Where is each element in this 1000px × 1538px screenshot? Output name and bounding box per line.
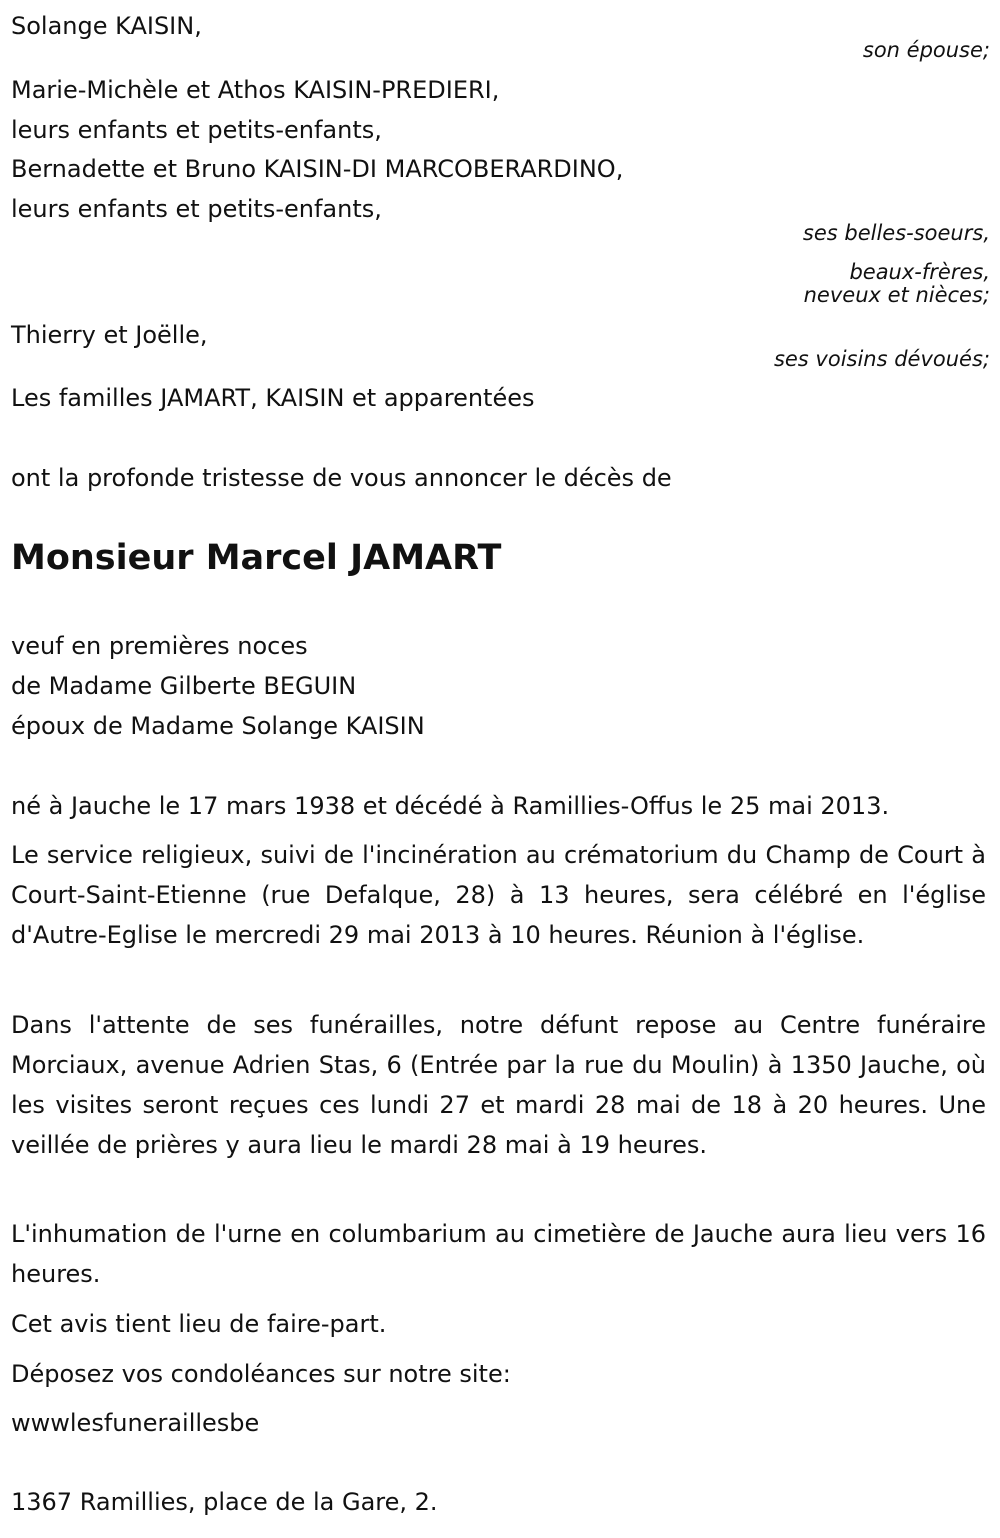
address-text: 1367 Ramillies, place de la Gare, 2. (11, 1488, 438, 1516)
visitation-paragraph: Dans l'attente de ses funérailles, notre défunt repose au Centre funéraire Morciaux, avenue Adrien Stas, 6 (Entrée par la rue du Moulin) à 1350 Jauche, où les visites seront reçues ces lundi 27 et mardi 28 mai de 18 à 20 heures. Une veillée de prières y aura lieu le mardi 28 mai à 19 heures. (11, 1011, 986, 1159)
family-line-spouse: Solange KAISIN, (11, 12, 202, 40)
family-line-children-2: leurs enfants et petits-enfants, (11, 195, 382, 223)
role-spouse: son épouse; (862, 38, 990, 62)
deceased-detail-widower: veuf en premières noces (11, 632, 308, 660)
condolences-text: Déposez vos condoléances sur notre site: (11, 1360, 511, 1388)
role-brothers-in-law: beaux-frères, (849, 260, 990, 284)
deceased-name: Monsieur Marcel JAMART (11, 538, 502, 578)
deceased-detail-spouse: époux de Madame Solange KAISIN (11, 712, 425, 740)
notice-text: Cet avis tient lieu de faire-part. (11, 1310, 387, 1338)
role-neighbours: ses voisins dévoués; (773, 347, 990, 371)
website-link[interactable]: wwwlesfuneraillesbe (11, 1409, 260, 1437)
role-sisters-in-law: ses belles-soeurs, (802, 221, 990, 245)
role-nephews-nieces: neveux et nièces; (803, 283, 990, 307)
family-line-neighbours: Thierry et Joëlle, (11, 321, 208, 349)
family-line-kaisin-predieri: Marie-Michèle et Athos KAISIN-PREDIERI, (11, 76, 500, 104)
birth-death-line: né à Jauche le 17 mars 1938 et décédé à Ramillies-Offus le 25 mai 2013. (11, 792, 890, 820)
family-line-children-1: leurs enfants et petits-enfants, (11, 116, 382, 144)
family-line-families: Les familles JAMART, KAISIN et apparentées (11, 384, 535, 412)
family-line-kaisin-di-marcoberardino: Bernadette et Bruno KAISIN-DI MARCOBERARDINO, (11, 155, 624, 183)
deceased-detail-first-wife: de Madame Gilberte BEGUIN (11, 672, 357, 700)
burial-paragraph: L'inhumation de l'urne en columbarium au cimetière de Jauche aura lieu vers 16 heures. (11, 1220, 986, 1288)
announcement-text: ont la profonde tristesse de vous annoncer le décès de (11, 464, 672, 492)
service-paragraph: Le service religieux, suivi de l'incinération au crématorium du Champ de Court à Court-Saint-Etienne (rue Defalque, 28) à 13 heures, sera célébré en l'église d'Autre-Eglise le mercredi 29 mai 2013 à 10 heures. Réunion à l'église. (11, 841, 986, 949)
